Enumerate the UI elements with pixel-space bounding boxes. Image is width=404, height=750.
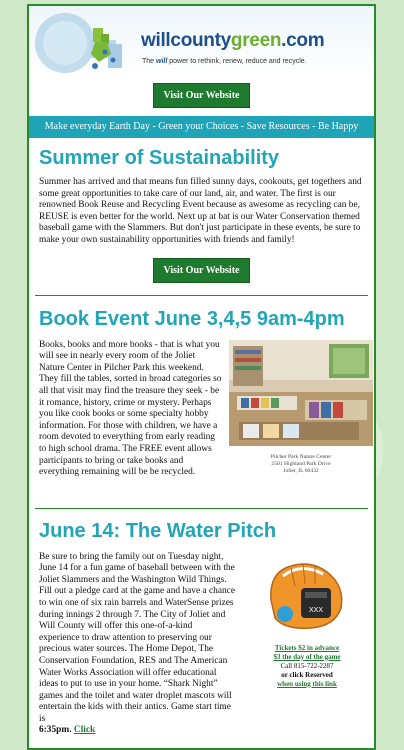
divider-2 [35, 508, 368, 509]
tagline-post: power to rethink, renew, reduce and recycle. [167, 58, 307, 65]
book-body: Books, books and more books - that is what you will see in nearly every room of the Joliet Nature Center in Pilcher Park this weekend. They fill the tables, sorted in broad categories so all that visit may find the treasure they seek - be it romance, history, crime or mystery. Perhaps you like cook books or some specialty hobby information. For those with children, we have a room devoted to everything from early reading to high school drama. The FREE event allows participants to bring or take books and everything remaining will be be recycled. [39, 339, 222, 478]
logo-will: will [141, 30, 171, 51]
caption-line-2: 2501 Highland Park Drive [271, 460, 331, 467]
logo-green: green [230, 30, 282, 51]
caption-line-3: Joliet, IL 60432 [283, 467, 319, 474]
top-button-row [29, 78, 374, 108]
water-heading: June 14: The Water Pitch [39, 519, 277, 542]
banner-bar: Make everyday Earth Day - Green your Choices - Save Resources - Be Happy [29, 116, 374, 138]
tickets-advance-link[interactable]: Tickets $2 in advance [274, 643, 340, 652]
reserved-link[interactable]: when using this link [277, 679, 337, 688]
header [29, 6, 374, 78]
newsletter-container [27, 4, 376, 750]
tickets-day-of-link[interactable]: $3 the day of the game [273, 652, 341, 661]
book-event-photo [229, 340, 373, 446]
book-photo-caption [229, 454, 373, 475]
book-photo-box [229, 340, 373, 475]
svg-text:XXX: XXX [308, 606, 324, 614]
caption-line-1: Pilcher Park Nature Center [270, 453, 332, 460]
tickets-phone: Call 815-722-2287 [280, 661, 334, 670]
summer-heading: Summer of Sustainability [39, 147, 280, 169]
divider-1 [35, 295, 368, 296]
visit-website-button-top[interactable]: Visit Our Website [153, 83, 251, 108]
site-logo[interactable] [141, 30, 324, 52]
visit-website-button[interactable]: Visit Our Website [153, 258, 251, 283]
water-body-text: Be sure to bring the family out on Tuesday night, June 14 for a fun game of baseball between with the Joliet Slammers and the Washington Wild Things. Fill out a pledge card at the game and have a chance to win one of six rain barrels and WaterSense prizes during innings 2 through 7. The City of Joliet and Will County will offer this one-of-a-kind experience to draw attention to preserving our precious water sources. The Home Depot, The Conservation Foundation, RES and The American Water Works Association will offer educational ideas to put to use in your home. “Shark Night” games and the toilet and water droplet mascots will entertain the kids with their antics. Game start time is [39, 551, 236, 724]
water-body [39, 552, 235, 738]
logo-county: county [170, 30, 231, 51]
book-section [29, 340, 374, 502]
tickets-reserved: or click Reserved [281, 670, 333, 679]
book-heading: Book Event June 3,4,5 9am-4pm [39, 307, 345, 330]
logo-com: .com [281, 30, 325, 51]
tagline [142, 58, 307, 65]
game-time: 6:35pm. [39, 725, 72, 736]
summer-button-row [29, 258, 374, 283]
tagline-pre: The [142, 58, 157, 65]
ticket-box [261, 552, 353, 689]
globe-logo-icon [35, 10, 125, 76]
tagline-will: will [156, 58, 168, 65]
summer-body: Summer has arrived and that means fun filled sunny days, cookouts, get togethers and some great opportunities to take care of our land, air, and water. The first is our renowned Book Reuse and Recycling Event because as awesome as recycling can be, REUSE is even better for the world. Next up at bat is our Water Conservation themed baseball game with the Slammers. But don't just participate in these events, be sure to make your own sustainability opportunities with friends and family! [39, 177, 362, 245]
click-link[interactable]: Click [73, 725, 96, 736]
baseball-glove-photo [261, 552, 353, 634]
water-section [29, 552, 374, 738]
ticket-info [261, 644, 353, 689]
